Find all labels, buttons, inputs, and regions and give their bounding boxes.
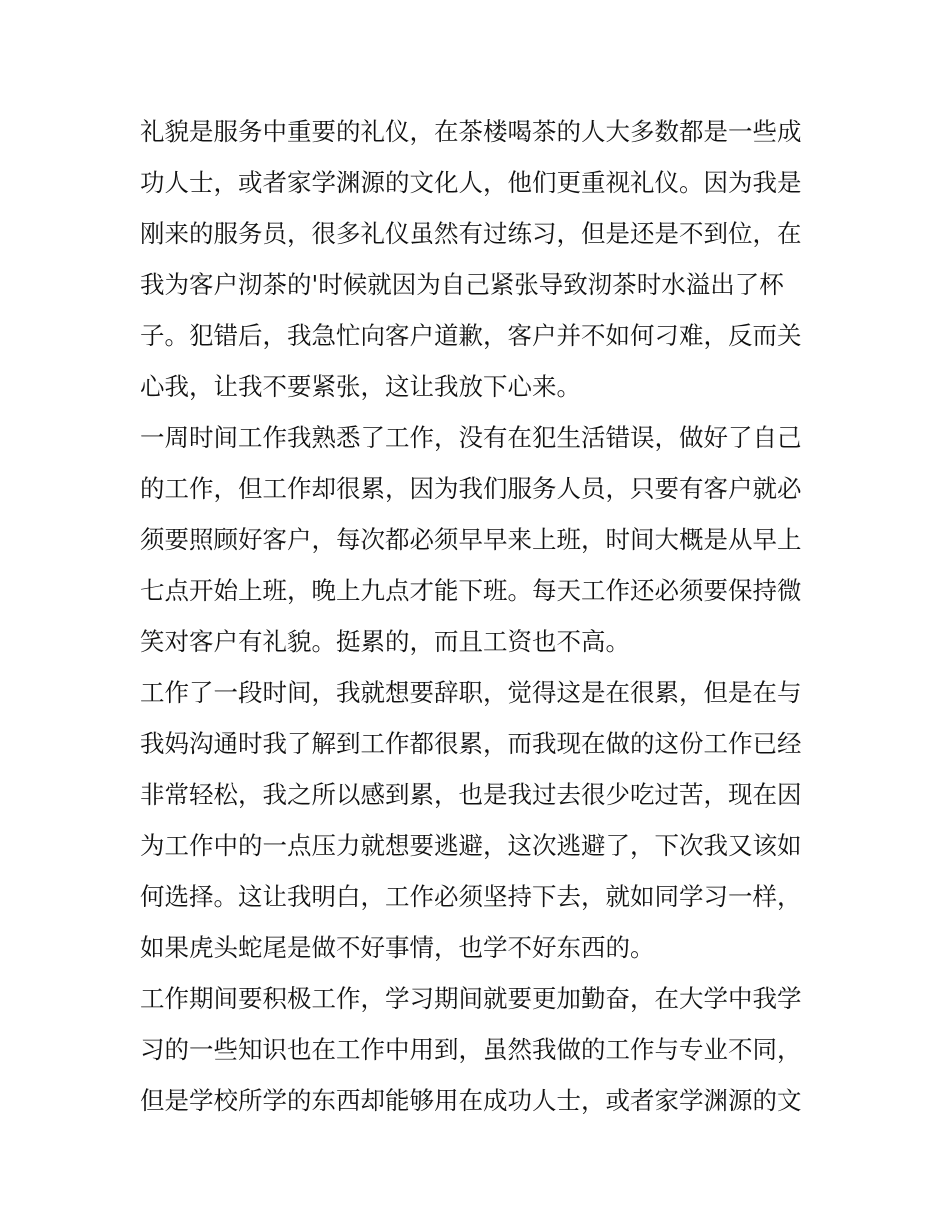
- text-line: 何选择。这让我明白，工作必须坚持下去，就如同学习一样，: [140, 882, 802, 911]
- text-line: 功人士，或者家学渊源的文化人，他们更重视礼仪。因为我是: [140, 168, 802, 197]
- text-line: 笑对客户有礼貌。挺累的，而且工资也不高。: [140, 627, 630, 656]
- text-line: 我为客户沏茶的'时候就因为自己紧张导致沏茶时水溢出了杯: [140, 270, 784, 299]
- text-line: 七点开始上班，晚上九点才能下班。每天工作还必须要保持微: [140, 576, 802, 605]
- text-line: 礼貌是服务中重要的礼仪，在茶楼喝茶的人大多数都是一些成: [140, 117, 802, 146]
- text-line: 一周时间工作我熟悉了工作，没有在犯生活错误，做好了自己: [140, 423, 802, 452]
- text-line: 子。犯错后，我急忙向客户道歉，客户并不如何刁难，反而关: [140, 321, 802, 350]
- text-line: 须要照顾好客户，每次都必须早早来上班，时间大概是从早上: [140, 525, 802, 554]
- text-line: 我妈沟通时我了解到工作都很累，而我现在做的这份工作已经: [140, 729, 802, 758]
- text-line: 工作了一段时间，我就想要辞职，觉得这是在很累，但是在与: [140, 678, 802, 707]
- text-line: 心我，让我不要紧张，这让我放下心来。: [140, 372, 581, 401]
- text-line: 刚来的服务员，很多礼仪虽然有过练习，但是还是不到位，在: [140, 219, 802, 248]
- text-line: 为工作中的一点压力就想要逃避，这次逃避了，下次我又该如: [140, 831, 802, 860]
- document-body: [140, 106, 812, 1126]
- text-line: 如果虎头蛇尾是做不好事情，也学不好东西的。: [140, 933, 655, 962]
- text-line: 但是学校所学的东西却能够用在成功人士，或者家学渊源的文: [140, 1086, 802, 1115]
- text-line: 习的一些知识也在工作中用到，虽然我做的工作与专业不同，: [140, 1035, 802, 1064]
- text-line: 的工作，但工作却很累，因为我们服务人员，只要有客户就必: [140, 474, 802, 503]
- text-line: 非常轻松，我之所以感到累，也是我过去很少吃过苦，现在因: [140, 780, 802, 809]
- text-line: 工作期间要积极工作，学习期间就要更加勤奋，在大学中我学: [140, 984, 802, 1013]
